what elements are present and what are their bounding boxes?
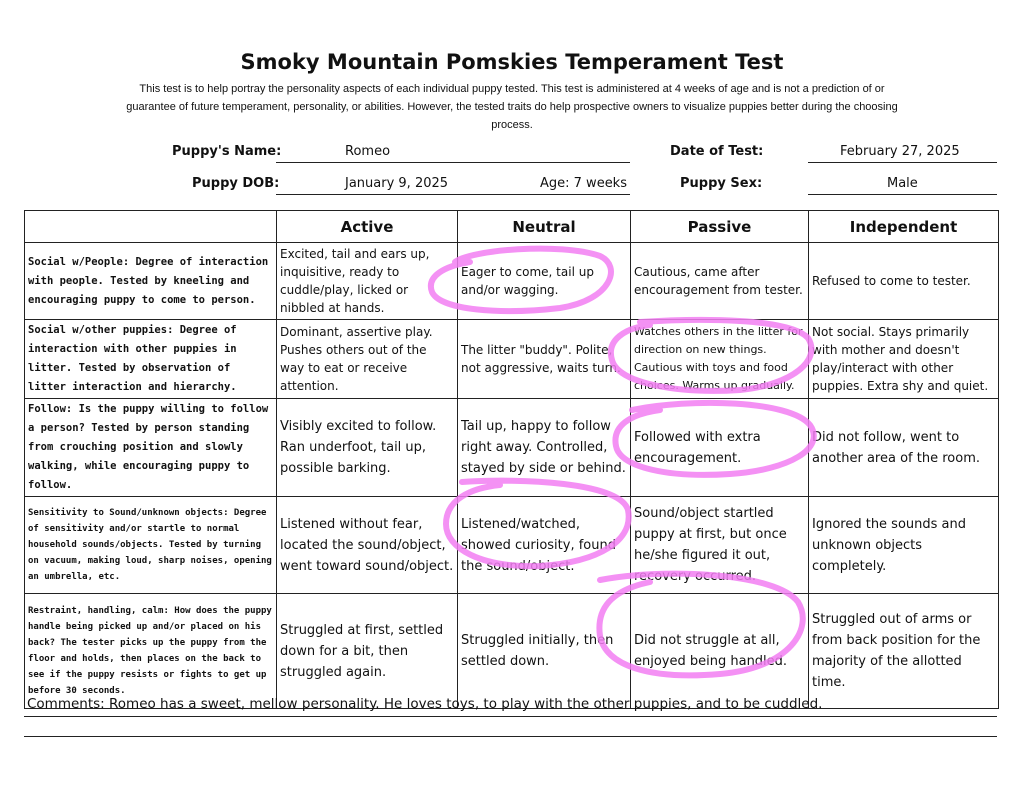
- puppy-name-value: Romeo: [345, 144, 391, 159]
- cell-neutral: Struggled initially, then settled down.: [458, 594, 631, 709]
- cell-active: Struggled at first, settled down for a bit, then struggled again.: [277, 594, 458, 709]
- header-active: Active: [277, 211, 458, 243]
- table-row: [25, 399, 999, 497]
- cell-active: Excited, tail and ears up, inquisitive, ready to cuddle/play, licked or nibbled at hands.: [277, 243, 458, 320]
- cell-active: Dominant, assertive play. Pushes others out of the way to eat or receive attention.: [277, 320, 458, 399]
- cell-active: Listened without fear, located the sound/object, went toward sound/object.: [277, 497, 458, 594]
- intro-text: This test is to help portray the personality aspects of each individual puppy tested. This test is administered at 4 weeks of age and is not a prediction of or guarantee of future temperament, personality, or abilities. However, the tested traits do help prospective owners to visualize puppies better during the choosing process.: [126, 83, 898, 131]
- cell-independent: Struggled out of arms or from back position for the majority of the allotted time.: [809, 594, 999, 709]
- header-passive: Passive: [631, 211, 809, 243]
- temperament-table: [24, 210, 999, 709]
- sex-label: Puppy Sex:: [680, 176, 763, 191]
- test-description: Restraint, handling, calm: How does the puppy handle being picked up and/or placed on his back? The tester picks up the puppy from the floor and holds, then places on the back to see if the puppy resists or fights to get up before 30 seconds.: [25, 594, 277, 709]
- comments-text: Comments: Romeo has a sweet, mellow personality. He loves toys, to play with the other puppies, and to be cuddled.: [27, 696, 823, 712]
- cell-independent: Refused to come to tester.: [809, 243, 999, 320]
- comments-line-2: [24, 736, 997, 737]
- date-value: February 27, 2025: [840, 144, 960, 159]
- cell-active: Visibly excited to follow. Ran underfoot, tail up, possible barking.: [277, 399, 458, 497]
- dob-label: Puppy DOB:: [192, 176, 280, 191]
- cell-passive: Sound/object startled puppy at first, but once he/she figured it out, recovery occurred.: [631, 497, 809, 594]
- cell-independent: Not social. Stays primarily with mother and doesn't play/interact with other puppies. Extra shy and quiet.: [809, 320, 999, 399]
- cell-passive: Did not struggle at all, enjoyed being handled.: [631, 594, 809, 709]
- cell-neutral: Listened/watched, showed curiosity, found the sound/object.: [458, 497, 631, 594]
- sex-value: Male: [887, 176, 918, 191]
- cell-independent: Did not follow, went to another area of the room.: [809, 399, 999, 497]
- table-row: [25, 320, 999, 399]
- cell-passive: Cautious, came after encouragement from tester.: [631, 243, 809, 320]
- cell-independent: Ignored the sounds and unknown objects completely.: [809, 497, 999, 594]
- header-independent: Independent: [809, 211, 999, 243]
- date-label: Date of Test:: [670, 144, 764, 159]
- page-title: Smoky Mountain Pomskies Temperament Test: [240, 50, 784, 74]
- age-value: Age: 7 weeks: [540, 176, 627, 191]
- header-neutral: Neutral: [458, 211, 631, 243]
- cell-neutral: Tail up, happy to follow right away. Controlled, stayed by side or behind.: [458, 399, 631, 497]
- dob-value: January 9, 2025: [345, 176, 449, 191]
- dob-line: [276, 194, 630, 195]
- sex-line: [808, 194, 997, 195]
- cell-passive: Watches others in the litter for direction on new things. Cautious with toys and food choices. Warms up gradually.: [631, 320, 809, 399]
- test-description: Follow: Is the puppy willing to follow a person? Tested by person standing from crouching position and slowly walking, while encouraging puppy to follow.: [25, 399, 277, 497]
- test-description: Sensitivity to Sound/unknown objects: Degree of sensitivity and/or startle to normal household sounds/objects. Tested by turning on vacuum, making loud, sharp noises, opening an umbrella, etc.: [25, 497, 277, 594]
- cell-neutral: Eager to come, tail up and/or wagging.: [458, 243, 631, 320]
- comments-line: [24, 716, 997, 717]
- table-row: [25, 243, 999, 320]
- date-line: [808, 162, 997, 163]
- table-header-row: [25, 211, 999, 243]
- puppy-name-line: [276, 162, 630, 163]
- table-row: [25, 594, 999, 709]
- cell-neutral: The litter "buddy". Polite, not aggressive, waits turn.: [458, 320, 631, 399]
- test-description: Social w/People: Degree of interaction with people. Tested by kneeling and encouraging puppy to come to person.: [25, 243, 277, 320]
- puppy-name-label: Puppy's Name:: [172, 144, 282, 159]
- cell-passive: Followed with extra encouragement.: [631, 399, 809, 497]
- table-row: [25, 497, 999, 594]
- test-description: Social w/other puppies: Degree of interaction with other puppies in litter. Tested by observation of litter interaction and hierarchy.: [25, 320, 277, 399]
- header-test: [25, 211, 277, 243]
